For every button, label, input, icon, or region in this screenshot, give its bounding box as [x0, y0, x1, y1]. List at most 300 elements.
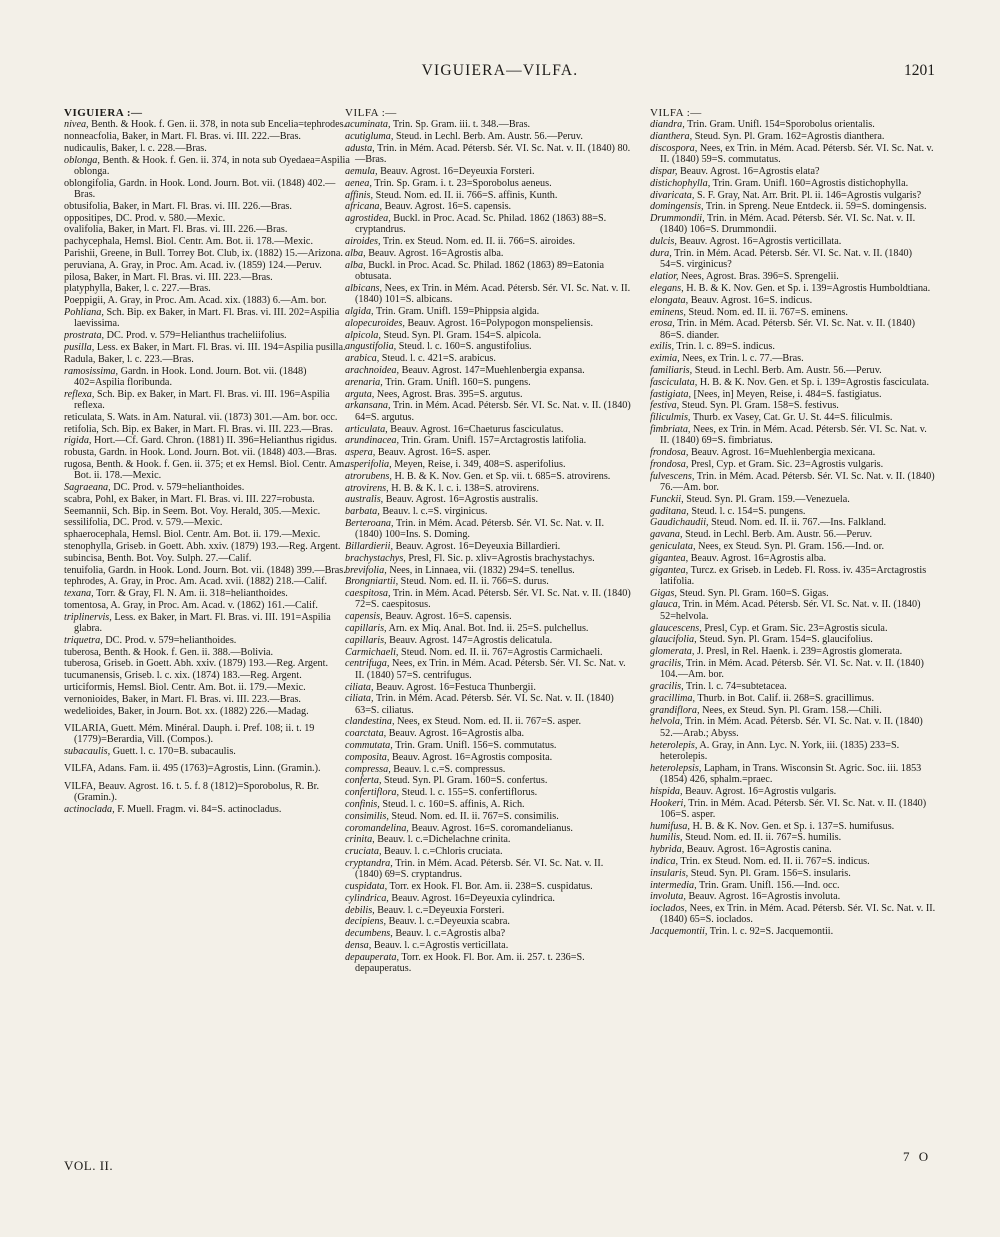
index-entry	[345, 236, 631, 247]
column-2	[345, 108, 631, 1188]
entry-text: Trin. Gram. Unifl. 160=Agrostis distichophylla.	[710, 177, 909, 189]
entry-name: agrostidea,	[345, 213, 391, 225]
index-entry	[345, 447, 631, 458]
entry-name: festiva,	[650, 400, 680, 412]
entry-text: Trin. Gram. Unifl. 156.—Ind. occ.	[696, 879, 840, 891]
entry-text: Steud. Nom. ed. II. ii. 767=S. consimilis.	[388, 810, 559, 822]
index-entry	[650, 412, 936, 423]
index-entry	[345, 588, 631, 611]
index-entry	[64, 178, 350, 201]
entry-name: Drummondii,	[650, 213, 705, 225]
index-entry	[64, 763, 350, 774]
entry-text: Less. ex Baker, in Mart. Fl. Bras. vi. III. 194=Aspilia pusilla.	[94, 341, 346, 353]
entry-text: Trin. Gram. Unifl. 160=S. pungens.	[382, 376, 531, 388]
entry-name: brevifolia,	[345, 564, 387, 576]
entry-name: elongata,	[650, 294, 689, 306]
entry-text: Trin. Gram. Unifl. 157=Arctagrostis latifolia.	[399, 435, 587, 447]
entry-name: eminens,	[650, 306, 686, 318]
entry-text: Nees, ex Trin. l. c. 77.—Bras.	[679, 353, 804, 365]
entry-text: Torr. ex Hook. Fl. Bor. Am. ii. 257. t. 236=S. depauperatus.	[355, 951, 585, 975]
entry-text: Trin. in Spreng. Neue Entdeck. ii. 59=S. domingensis.	[703, 201, 927, 213]
entry-name: africana,	[345, 201, 383, 213]
entry-name: insularis,	[650, 867, 689, 879]
entry-name: dulcis,	[650, 236, 677, 248]
index-entry	[650, 506, 936, 517]
index-entry	[64, 529, 350, 540]
entry-text: Nees, Agrost. Bras. 396=S. Sprengelii.	[678, 271, 839, 283]
entry-text: Steud. Nom. ed. II. ii. 766=S. durus.	[398, 576, 549, 588]
index-entry	[650, 517, 936, 528]
entry-name: fastigiata,	[650, 388, 692, 400]
index-entry	[345, 611, 631, 622]
index-entry	[650, 832, 936, 843]
entry-name: Gaudichaudii,	[650, 517, 709, 529]
entry-text: DC. Prod. v. 579=helianthoides.	[102, 634, 237, 646]
entry-text: Steud. Syn. Pl. Gram. 154=S. alpicola.	[380, 329, 542, 341]
index-entry	[64, 424, 350, 435]
entry-text: tenuifolia, Gardn. in Hook. Lond. Journ. Bot. vii. (1848) 399.—Bras.	[64, 564, 346, 576]
entry-text: Trin. in Mém. Acad. Pétersb. Sér. VI. Sc. Nat. v. II. (1840) 106=S. Drummondii.	[660, 213, 916, 236]
entry-text: urticiformis, Hemsl. Biol. Centr. Am. Bot. ii. 179.—Mexic.	[64, 682, 306, 694]
index-entry	[345, 716, 631, 727]
index-entry	[650, 190, 936, 201]
index-entry	[345, 143, 631, 166]
entry-name: capillaris,	[345, 634, 387, 646]
entry-text: Hort.—Cf. Gard. Chron. (1881) II. 396=Helianthus rigidus.	[91, 435, 337, 447]
index-entry	[345, 893, 631, 904]
index-entry	[345, 435, 631, 446]
entry-name: geniculata,	[650, 540, 696, 552]
entry-text: Nees, ex Trin. in Mém. Acad. Pétersb. Sér. VI. Sc. Nat. v. II. (1840) 65=S. ioclados.	[660, 903, 936, 926]
entry-name: heterolepsis,	[650, 762, 702, 774]
entry-text: Beauv. l. c.=Deyeuxia Forsteri.	[374, 904, 505, 916]
entry-text: platyphylla, Baker, l. c. 227.—Bras.	[64, 283, 211, 295]
entry-text: Beauv. l. c.=Chloris cruciata.	[381, 846, 503, 858]
entry-name: capillaris,	[345, 623, 387, 635]
entry-text: [Nees, in] Meyen, Reise, i. 484=S. fastigiatus.	[691, 388, 882, 400]
index-entry	[650, 903, 936, 926]
entry-text: rugosa, Benth. & Hook. f. Gen. ii. 375; et ex Hemsl. Biol. Centr. Am. Bot. ii. 178.—Mexic.	[64, 458, 347, 482]
entry-text: Beauv. Agrost. 147=Muehlenbergia expansa.	[399, 365, 585, 377]
entry-name: alba,	[345, 248, 366, 260]
index-entry	[650, 389, 936, 400]
index-entry	[345, 178, 631, 189]
entry-name: dispar,	[650, 165, 678, 177]
entry-name: Billardierii,	[345, 540, 394, 552]
entry-name: diandra,	[650, 119, 685, 131]
entry-name: ramosissima,	[64, 365, 119, 377]
entry-name: cylindrica,	[345, 892, 389, 904]
entry-text: Torr. & Gray, Fl. N. Am. ii. 318=helianthoides.	[93, 588, 288, 600]
index-entry	[64, 435, 350, 446]
entry-name: triplinervis,	[64, 611, 112, 623]
index-entry	[650, 634, 936, 645]
entry-text: Trin. Sp. Gram. iii. t. 348.—Bras.	[390, 119, 531, 131]
index-entry	[345, 928, 631, 939]
entry-text: sphaerocephala, Hemsl. Biol. Centr. Am. Bot. ii. 179.—Mexic.	[64, 529, 321, 541]
index-entry	[345, 823, 631, 834]
index-entry	[650, 119, 936, 130]
column-heading: VILFA :—	[650, 108, 702, 119]
entry-text: reticulata, S. Wats. in Am. Natural. vii. (1873) 301.—Am. bor. occ.	[64, 411, 338, 423]
index-entry	[650, 295, 936, 306]
entry-text: tomentosa, A. Gray, in Proc. Am. Acad. v. (1862) 161.—Calif.	[64, 599, 318, 611]
entry-text: Steud. in Lechl. Berb. Am. Austr. 56.—Peruv.	[682, 529, 873, 541]
entry-name: acutigluma,	[345, 131, 394, 143]
index-entry	[64, 588, 350, 599]
entry-name: albicans,	[345, 282, 383, 294]
index-entry	[64, 307, 350, 330]
entry-text: Beauv. Agrost. 16=Deyeuxia Forsteri.	[377, 165, 535, 177]
index-entry	[345, 764, 631, 775]
entry-name: affinis,	[345, 189, 374, 201]
index-entry	[345, 799, 631, 810]
entry-name: coromandelina,	[345, 822, 409, 834]
entry-text: Arn. ex Miq. Anal. Bot. Ind. ii. 25=S. pulchellus.	[386, 623, 589, 635]
entry-text: tephrodes, A. Gray, in Proc. Am. Acad. xvii. (1882) 218.—Calif.	[64, 576, 328, 588]
index-entry	[650, 529, 936, 540]
entry-name: australis,	[345, 494, 384, 506]
index-entry	[650, 658, 936, 681]
entry-name: compressa,	[345, 763, 391, 775]
entry-name: barbata,	[345, 506, 380, 518]
index-entry	[345, 647, 631, 658]
entry-text: pachycephala, Hemsl. Biol. Centr. Am. Bot. ii. 178.—Mexic.	[64, 236, 313, 248]
entry-name: divaricata,	[650, 189, 695, 201]
entry-name: commutata,	[345, 740, 393, 752]
entry-name: algida,	[345, 306, 374, 318]
entry-name: capensis,	[345, 611, 383, 623]
index-entry	[64, 224, 350, 235]
entry-text: Benth. & Hook. f. Gen. ii. 374, in nota sub Oyedaea=Aspilia oblonga.	[74, 154, 350, 177]
index-entry	[345, 283, 631, 306]
index-entry	[64, 647, 350, 658]
index-entry	[345, 506, 631, 517]
entry-name: gracilis,	[650, 657, 684, 669]
index-entry	[345, 494, 631, 505]
entry-text: Beauv. Agrost. 16=Agrostis composita.	[389, 751, 553, 763]
entry-name: glauca,	[650, 599, 681, 611]
index-entry	[345, 365, 631, 376]
entry-name: atrorubens,	[345, 470, 392, 482]
index-entry	[650, 705, 936, 716]
index-entry	[650, 599, 936, 622]
entry-text: VILFA, Adans. Fam. ii. 495 (1763)=Agrostis, Linn. (Gramin.).	[64, 763, 321, 775]
entry-text: Steud. Syn. Pl. Gram. 160=S. confertus.	[381, 775, 548, 787]
index-entry	[650, 166, 936, 177]
entry-name: confinis,	[345, 799, 380, 811]
index-entry	[650, 926, 936, 937]
entry-name: oblonga,	[64, 154, 100, 166]
entry-name: intermedia,	[650, 879, 697, 891]
entry-text: Seemannii, Sch. Bip. in Seem. Bot. Voy. Herald, 305.—Mexic.	[64, 505, 321, 517]
entry-text: Lapham, in Trans. Wisconsin St. Agric. Soc. iii. 1853 (1854) 426, sphalm.=praec.	[660, 762, 922, 785]
column-heading: VIGUIERA :—	[64, 108, 143, 119]
index-entry	[345, 728, 631, 739]
index-entry	[64, 213, 350, 224]
entry-name: asperifolia,	[345, 458, 392, 470]
entry-name: Sagraeana,	[64, 482, 111, 493]
index-entry	[64, 389, 350, 412]
entry-text: Steud. l. c. 154=S. pungens.	[688, 505, 806, 517]
index-entry	[64, 342, 350, 353]
entry-text: H. B. & K. Nov. Gen. et Sp. vii. t. 685=S. atrovirens.	[391, 470, 611, 482]
index-entry	[345, 389, 631, 400]
entry-name: Berteroana,	[345, 517, 394, 529]
entry-text: Beauv. l. c.=Agrostis verticillata.	[371, 940, 509, 952]
entry-text: VILFA, Beauv. Agrost. 16. t. 5. f. 8 (1812)=Sporobolus, R. Br. (Gramin.).	[64, 780, 320, 803]
index-entry	[64, 260, 350, 271]
index-entry	[345, 201, 631, 212]
index-entry	[650, 763, 936, 786]
index-entry	[650, 740, 936, 763]
entry-name: glomerata,	[650, 646, 695, 658]
entry-name: arenaria,	[345, 376, 383, 388]
entry-name: filiculmis,	[650, 412, 691, 424]
index-entry	[650, 646, 936, 657]
entry-name: alpicola,	[345, 329, 381, 341]
index-entry	[64, 143, 350, 154]
entry-name: depauperata,	[345, 951, 400, 963]
index-entry	[64, 459, 350, 482]
entry-text: Trin. in Mém. Acad. Pétersb. Sér. VI. Sc. Nat. v. II. (1840) 72=S. caespitosus.	[355, 588, 631, 611]
index-entry	[64, 746, 350, 757]
entry-text: Beauv. Agrost. 16=Chaeturus fasciculatus.	[387, 423, 564, 435]
entry-name: ciliata,	[345, 693, 374, 705]
entry-name: texana,	[64, 588, 94, 600]
entry-name: cuspidata,	[345, 881, 388, 893]
entry-name: indica,	[650, 856, 679, 867]
index-entry	[650, 565, 936, 588]
entry-text: scabra, Pohl, ex Baker, in Mart. Fl. Bras. vi. III. 227=robusta.	[64, 493, 315, 505]
index-entry	[64, 155, 350, 178]
entry-text: Poeppigii, A. Gray, in Proc. Am. Acad. xix. (1883) 6.—Am. bor.	[64, 295, 327, 307]
index-entry	[345, 565, 631, 576]
entry-name: caespitosa,	[345, 588, 391, 600]
index-entry	[345, 190, 631, 201]
entry-name: erosa,	[650, 318, 675, 330]
entry-name: glaucescens,	[650, 622, 702, 634]
entry-text: Steud. Syn. Pl. Gram. 154=S. glaucifolius.	[696, 634, 873, 646]
index-entry	[650, 494, 936, 505]
entry-text: Trin. in Mém. Acad. Pétersb. Sér. VI. Sc. Nat. v. II. (1840) 80.—Bras.	[355, 142, 631, 166]
entry-text: Nees, ex Steud. Nom. ed. II. ii. 767=S. asper.	[394, 716, 582, 728]
entry-text: Buckl. in Proc. Acad. Sc. Philad. 1862 (1863) 89=Eatonia obtusata.	[355, 259, 604, 283]
entry-text: ovalifolia, Baker, in Mart. Fl. Bras. vi. III. 226.—Bras.	[64, 224, 288, 236]
entry-text: Beauv. Agrost. 16=Agrostis vulgaris.	[682, 785, 837, 797]
index-entry	[345, 635, 631, 646]
index-entry	[64, 295, 350, 306]
index-entry	[64, 330, 350, 341]
entry-name: hispida,	[650, 785, 683, 797]
index-entry	[650, 798, 936, 821]
entry-name: gavana,	[650, 529, 683, 541]
index-entry	[345, 623, 631, 634]
entry-text: Nees, in Linnaea, vii. (1832) 294=S. tenellus.	[386, 564, 575, 576]
index-entry	[650, 307, 936, 318]
index-entry	[64, 670, 350, 681]
index-entry	[345, 330, 631, 341]
index-entry	[650, 471, 936, 494]
entry-text: DC. Prod. v. 579=Helianthus tracheliifolius.	[104, 330, 287, 342]
index-entry	[345, 811, 631, 822]
entry-name: aspera,	[345, 447, 376, 459]
index-entry	[650, 844, 936, 855]
index-entry	[345, 518, 631, 541]
running-title: VIGUIERA—VILFA.	[421, 62, 579, 79]
entry-name: Pohliana,	[64, 307, 104, 319]
entry-text: Steud. l. c. 160=S. angustifolius.	[396, 341, 532, 353]
index-entry	[345, 424, 631, 435]
entry-text: Beauv. Agrost. 147=Agrostis delicatula.	[386, 634, 553, 646]
entry-text: Less. ex Baker, in Mart. Fl. Bras. vi. III. 191=Aspilia glabra.	[74, 611, 331, 635]
entry-text: Nees, Agrost. Bras. 395=S. argutus.	[374, 388, 523, 400]
index-entry	[345, 553, 631, 564]
entry-text: Steud. Syn. Pl. Gram. 159.—Venezuela.	[683, 493, 850, 505]
index-entry	[64, 201, 350, 212]
index-entry	[64, 553, 350, 564]
entry-text: J. Presl, in Rel. Haenk. i. 239=Agrostis glomerata.	[694, 646, 903, 658]
entry-name: dianthera,	[650, 131, 693, 143]
entry-text: tuberosa, Griseb. in Goett. Abh. xxiv. (1879) 193.—Reg. Argent.	[64, 658, 328, 670]
entry-name: cryptandra,	[345, 858, 393, 869]
index-entry	[64, 541, 350, 552]
index-entry	[345, 576, 631, 587]
entry-text: Radula, Baker, l. c. 223.—Bras.	[64, 353, 194, 365]
index-entry	[64, 131, 350, 142]
index-entry	[64, 354, 350, 365]
entry-text: Parishii, Greene, in Bull. Torrey Bot. Club, ix. (1882) 15.—Arizona.	[64, 248, 343, 260]
entry-name: subacaulis,	[64, 746, 111, 758]
entry-text: obtusifolia, Baker, in Mart. Fl. Bras. vi. III. 226.—Bras.	[64, 200, 292, 212]
index-entry	[64, 482, 350, 493]
entry-name: gaditana,	[650, 505, 689, 517]
entry-text: Trin. in Mém. Acad. Pétersb. Sér. VI. Sc. Nat. v. II. (1840) 104.—Am. bor.	[660, 657, 924, 681]
index-entry	[64, 447, 350, 458]
entry-text: VILARIA, Guett. Mém. Minéral. Dauph. i. Pref. 108; ii. t. 19 (1779)=Berardia, Vill. (Compos.).	[64, 722, 315, 746]
entry-name: eximia,	[650, 353, 680, 365]
signature-mark: 7 O	[903, 1149, 932, 1164]
entry-text: Steud. Syn. Pl. Gram. 158=S. festivus.	[679, 400, 839, 412]
entry-name: gigantea,	[650, 564, 689, 576]
entry-name: aenea,	[345, 177, 372, 189]
entry-name: Brongniartii,	[345, 576, 399, 588]
index-entry	[650, 821, 936, 832]
entry-name: involuta,	[650, 891, 686, 903]
index-entry	[650, 341, 936, 352]
entry-text: DC. Prod. v. 579=helianthoides.	[110, 482, 245, 493]
entry-text: Steud. Syn. Pl. Gram. 156=S. insularis.	[688, 867, 851, 879]
entry-text: Beauv. Agrost. 16=Agrostis involuta.	[685, 891, 841, 903]
index-entry	[345, 940, 631, 951]
entry-text: Steud. Nom. ed. II. ii. 767.—Ins. Falkland.	[708, 517, 886, 529]
entry-name: heterolepis,	[650, 739, 698, 751]
entry-name: airoides,	[345, 236, 381, 248]
entry-name: exilis,	[650, 341, 675, 353]
index-entry	[64, 781, 350, 804]
entry-text: Beauv. Agrost. 16=Deyeuxia cylindrica.	[388, 892, 555, 904]
entry-text: sessilifolia, DC. Prod. v. 579.—Mexic.	[64, 517, 223, 529]
index-entry	[650, 248, 936, 271]
index-entry	[345, 658, 631, 681]
entry-text: oblongifolia, Gardn. in Hook. Lond. Journ. Bot. vii. (1848) 402.—Bras.	[64, 177, 336, 201]
index-entry	[650, 868, 936, 879]
entry-text: H. B. & K. l. c. i. 138=S. atrovirens.	[388, 482, 540, 494]
entry-name: frondosa,	[650, 447, 689, 459]
entry-name: crinita,	[345, 834, 375, 846]
index-entry	[650, 131, 936, 142]
entry-name: coarctata,	[345, 728, 387, 740]
column-3	[650, 108, 936, 1188]
index-entry	[64, 272, 350, 283]
index-entry	[64, 635, 350, 646]
entry-name: prostrata,	[64, 330, 105, 342]
entry-name: cruciata,	[345, 846, 382, 858]
entry-text: Trin. l. c. 89=S. indicus.	[674, 341, 775, 353]
index-entry	[650, 693, 936, 704]
index-entry	[650, 283, 936, 294]
entry-text: Beauv. Agrost. 16=Agrostis canina.	[684, 844, 832, 856]
entry-name: Gigas,	[650, 587, 677, 599]
entry-text: Trin. in Mém. Acad. Pétersb. Sér. VI. Sc. Nat. v. II. (1840) 106=S. asper.	[660, 797, 927, 820]
entry-text: Trin. in Mém. Acad. Pétersb. Sér. VI. Sc. Nat. v. II. (1840) 86=S. diander.	[660, 318, 916, 341]
index-entry	[650, 623, 936, 634]
entry-name: hybrida,	[650, 844, 685, 856]
entry-text: subincisa, Benth. Bot. Voy. Sulph. 27.—Calif.	[64, 552, 252, 564]
index-entry	[650, 786, 936, 797]
entry-text: Sch. Bip. ex Baker, in Mart. Fl. Bras. vi. III. 196=Aspilia reflexa.	[74, 388, 330, 411]
entry-name: ioclados,	[650, 903, 688, 915]
entry-text: Steud. Syn. Pl. Gram. 162=Agrostis dianthera.	[692, 131, 885, 143]
index-entry	[64, 283, 350, 294]
entry-text: Trin. ex Steud. Nom. ed. II. ii. 767=S. indicus.	[678, 856, 870, 867]
index-entry	[650, 447, 936, 458]
index-entry	[345, 248, 631, 259]
entry-text: pilosa, Baker, in Mart. Fl. Bras. vi. III. 223.—Bras.	[64, 271, 273, 283]
entry-name: elegans,	[650, 282, 684, 294]
entry-text: Beauv. Agrost. 16=S. capensis.	[382, 201, 512, 213]
entry-name: distichophylla,	[650, 177, 711, 189]
entry-text: Sch. Bip. ex Baker, in Mart. Fl. Bras. vi. III. 202=Aspilia laevissima.	[74, 307, 340, 330]
entry-name: confertiflora,	[345, 787, 400, 799]
index-entry	[345, 787, 631, 798]
entry-name: Jacquemontii,	[650, 926, 708, 938]
entry-text: oppositipes, DC. Prod. v. 580.—Mexic.	[64, 212, 226, 224]
entry-name: Hookeri,	[650, 797, 686, 809]
entry-text: retifolia, Sch. Bip. ex Baker, in Mart. Fl. Bras. vi. III. 223.—Bras.	[64, 423, 333, 435]
index-entry	[345, 318, 631, 329]
entry-text: vernonioides, Baker, in Mart. Fl. Bras. vi. III. 223.—Bras.	[64, 693, 301, 705]
index-entry	[345, 775, 631, 786]
entry-text: Beauv. Agrost. 16=Agrostis alba.	[688, 552, 826, 564]
index-entry	[650, 318, 936, 341]
index-entry	[345, 119, 631, 130]
index-entry	[650, 856, 936, 867]
entry-text: Trin. in Mém. Acad. Pétersb. Sér. VI. Sc. Nat. v. II. (1840) 54=S. virginicus?	[660, 248, 913, 271]
entry-text: Trin. Gram. Unifl. 156=S. commutatus.	[392, 740, 557, 752]
index-entry	[650, 459, 936, 470]
entry-text: Trin. in Mém. Acad. Pétersb. Sér. VI. Sc. Nat. v. II. (1840) 64=S. argutus.	[355, 400, 631, 423]
index-entry	[345, 682, 631, 693]
entry-name: arguta,	[345, 388, 375, 400]
entry-text: H. B. & K. Nov. Gen. et Sp. i. 139=Agrostis Humboldtiana.	[683, 282, 931, 294]
entry-text: Beauv. l. c.=Deyeuxia scabra.	[386, 916, 510, 928]
index-entry	[64, 658, 350, 669]
entry-name: dura,	[650, 248, 672, 260]
entry-text: Beauv. Agrost. 16=S. capensis.	[382, 611, 512, 623]
entry-text: Trin. Gram. Unifl. 159=Phippsia algida.	[373, 306, 540, 318]
entry-name: fulvescens,	[650, 470, 695, 482]
